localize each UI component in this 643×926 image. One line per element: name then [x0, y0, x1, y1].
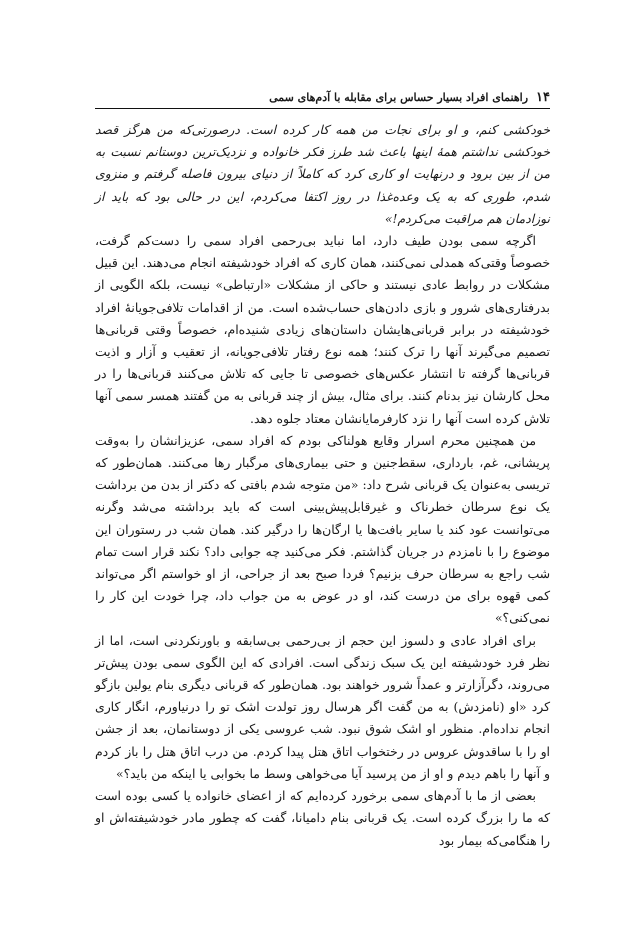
header-rule — [95, 108, 550, 109]
paragraph-quote-continuation: خودکشی کنم، و او برای نجات من همه کار کرده است. درصورتی‌که من هرگز قصد خودکشی نداشتم همهٔ اینها باعث شد طرز فکر خانواده و نزدیک‌ترین دوستانم نسبت به من از بین برود و درنهایت او کاری کرد که کاملاً از دنیای بیرون فاصله گرفتم و منزوی شدم، طوری که به یک وعده‌غذا در روز اکتفا می‌کردم، این در حالی بود که باید از نوزادمان هم مراقبت می‌کردم!» — [95, 122, 550, 226]
paragraph: من همچنین محرم اسرار وقایع هولناکی بودم که افراد سمی، عزیزانشان را به‌وقت پریشانی، غم، بارداری، سقط‌جنین و حتی بیماری‌های مرگبار رها می‌کنند. همان‌طور که تریسی به‌عنوان یک قربانی شرح داد: «من متوجه شدم بافتی که دکتر از بدن من برداشت یک نوع سرطان خطرناک و غیرقابل‌پیش‌بینی است که باید برداشته می‌شد وگرنه می‌توانست عود کند یا سایر بافت‌ها یا ارگان‌ها را درگیر کند. همان شب در رستوران این موضوع را با نامزدم در جریان گذاشتم. فکر می‌کنید چه جوابی داد؟ نکند قرار است تمام شب راجع به سرطان حرف بزنیم؟ فردا صبح بعد از جراحی، از او خواستم اگر می‌تواند کمی قهوه برای من درست کند، او در عوض به من جواب داد، چرا خودت این کار را نمی‌کنی؟» — [95, 432, 550, 626]
paragraph: برای افراد عادی و دلسوز این حجم از بی‌رحمی بی‌سابقه و باورنکردنی است، اما از نظر فرد خودشیفته این یک سبک زندگی است. افرادی که این الگوی سمی بودن پیش‌تر می‌روند، دگرآزارتر و عمداً شرور خواهند بود. همان‌طور که قربانی دیگری بنام یولین بازگو کرد «او (نامزدش) به من گفت اگر هرسال روز تولدت اشک تو را درنیاورم، انگار کاری انجام نداده‌ام. منظور او اشک شوق نبود. شب عروسی یکی از دوستانمان، بعد از جشن او را با ساقدوش عروس در رختخواب اتاق هتل پیدا کردم. من درب اتاق هتل را باز کردم و آنها را باهم دیدم و او از من پرسید آیا می‌خواهی وسط ما بخوابی یا اینکه من باید؟» — [95, 632, 550, 781]
paragraph: بعضی از ما با آدم‌های سمی برخورد کرده‌ایم که از اعضای خانواده یا کسی بوده است که ما را بزرگ کرده است. یک قربانی بنام دامیانا، گفت که چطور مادر خودشیفته‌اش او را هنگامی‌که بیمار بود — [95, 788, 550, 848]
running-title: راهنمای افراد بسیار حساس برای مقابله با آدم‌های سمی — [269, 90, 529, 104]
paragraph: اگرچه سمی بودن طیف دارد، اما نباید بی‌رحمی افراد سمی را دست‌کم گرفت، خصوصاً وقتی‌که همدلی نمی‌کنند، همان کاری که افراد خودشیفته انجام می‌دهند. این قبیل مشکلات در روابط عادی نیستند و حاکی از مشکلات «ارتباطی» نیست، بلکه الگویی از بدرفتاری‌های شرور و بازی دادن‌های حساب‌شده است. من از اقدامات تلافی‌جویانهٔ افراد خودشیفته در برابر قربانی‌هایشان داستان‌های زیادی شنیده‌ام، خصوصاً وقتی قربانی‌ها تصمیم می‌گیرند آنها را ترک کنند؛ همه نوع رفتار تلافی‌جویانه، از تعقیب و آزار و اذیت قربانی‌ها گرفته تا انتشار عکس‌های خصوصی تا جایی که تلاش می‌کنند قربانی‌ها را در محل کارشان نیز بدنام کنند. برای مثال، بیش از چند قربانی به من گفتند همسر سمی آنها تلاش کرده است آنها را نزد کارفرمایانشان معتاد جلوه دهد. — [95, 233, 550, 426]
body-text — [95, 119, 550, 859]
page-number: ۱۴ — [536, 89, 550, 105]
running-header — [95, 86, 550, 108]
